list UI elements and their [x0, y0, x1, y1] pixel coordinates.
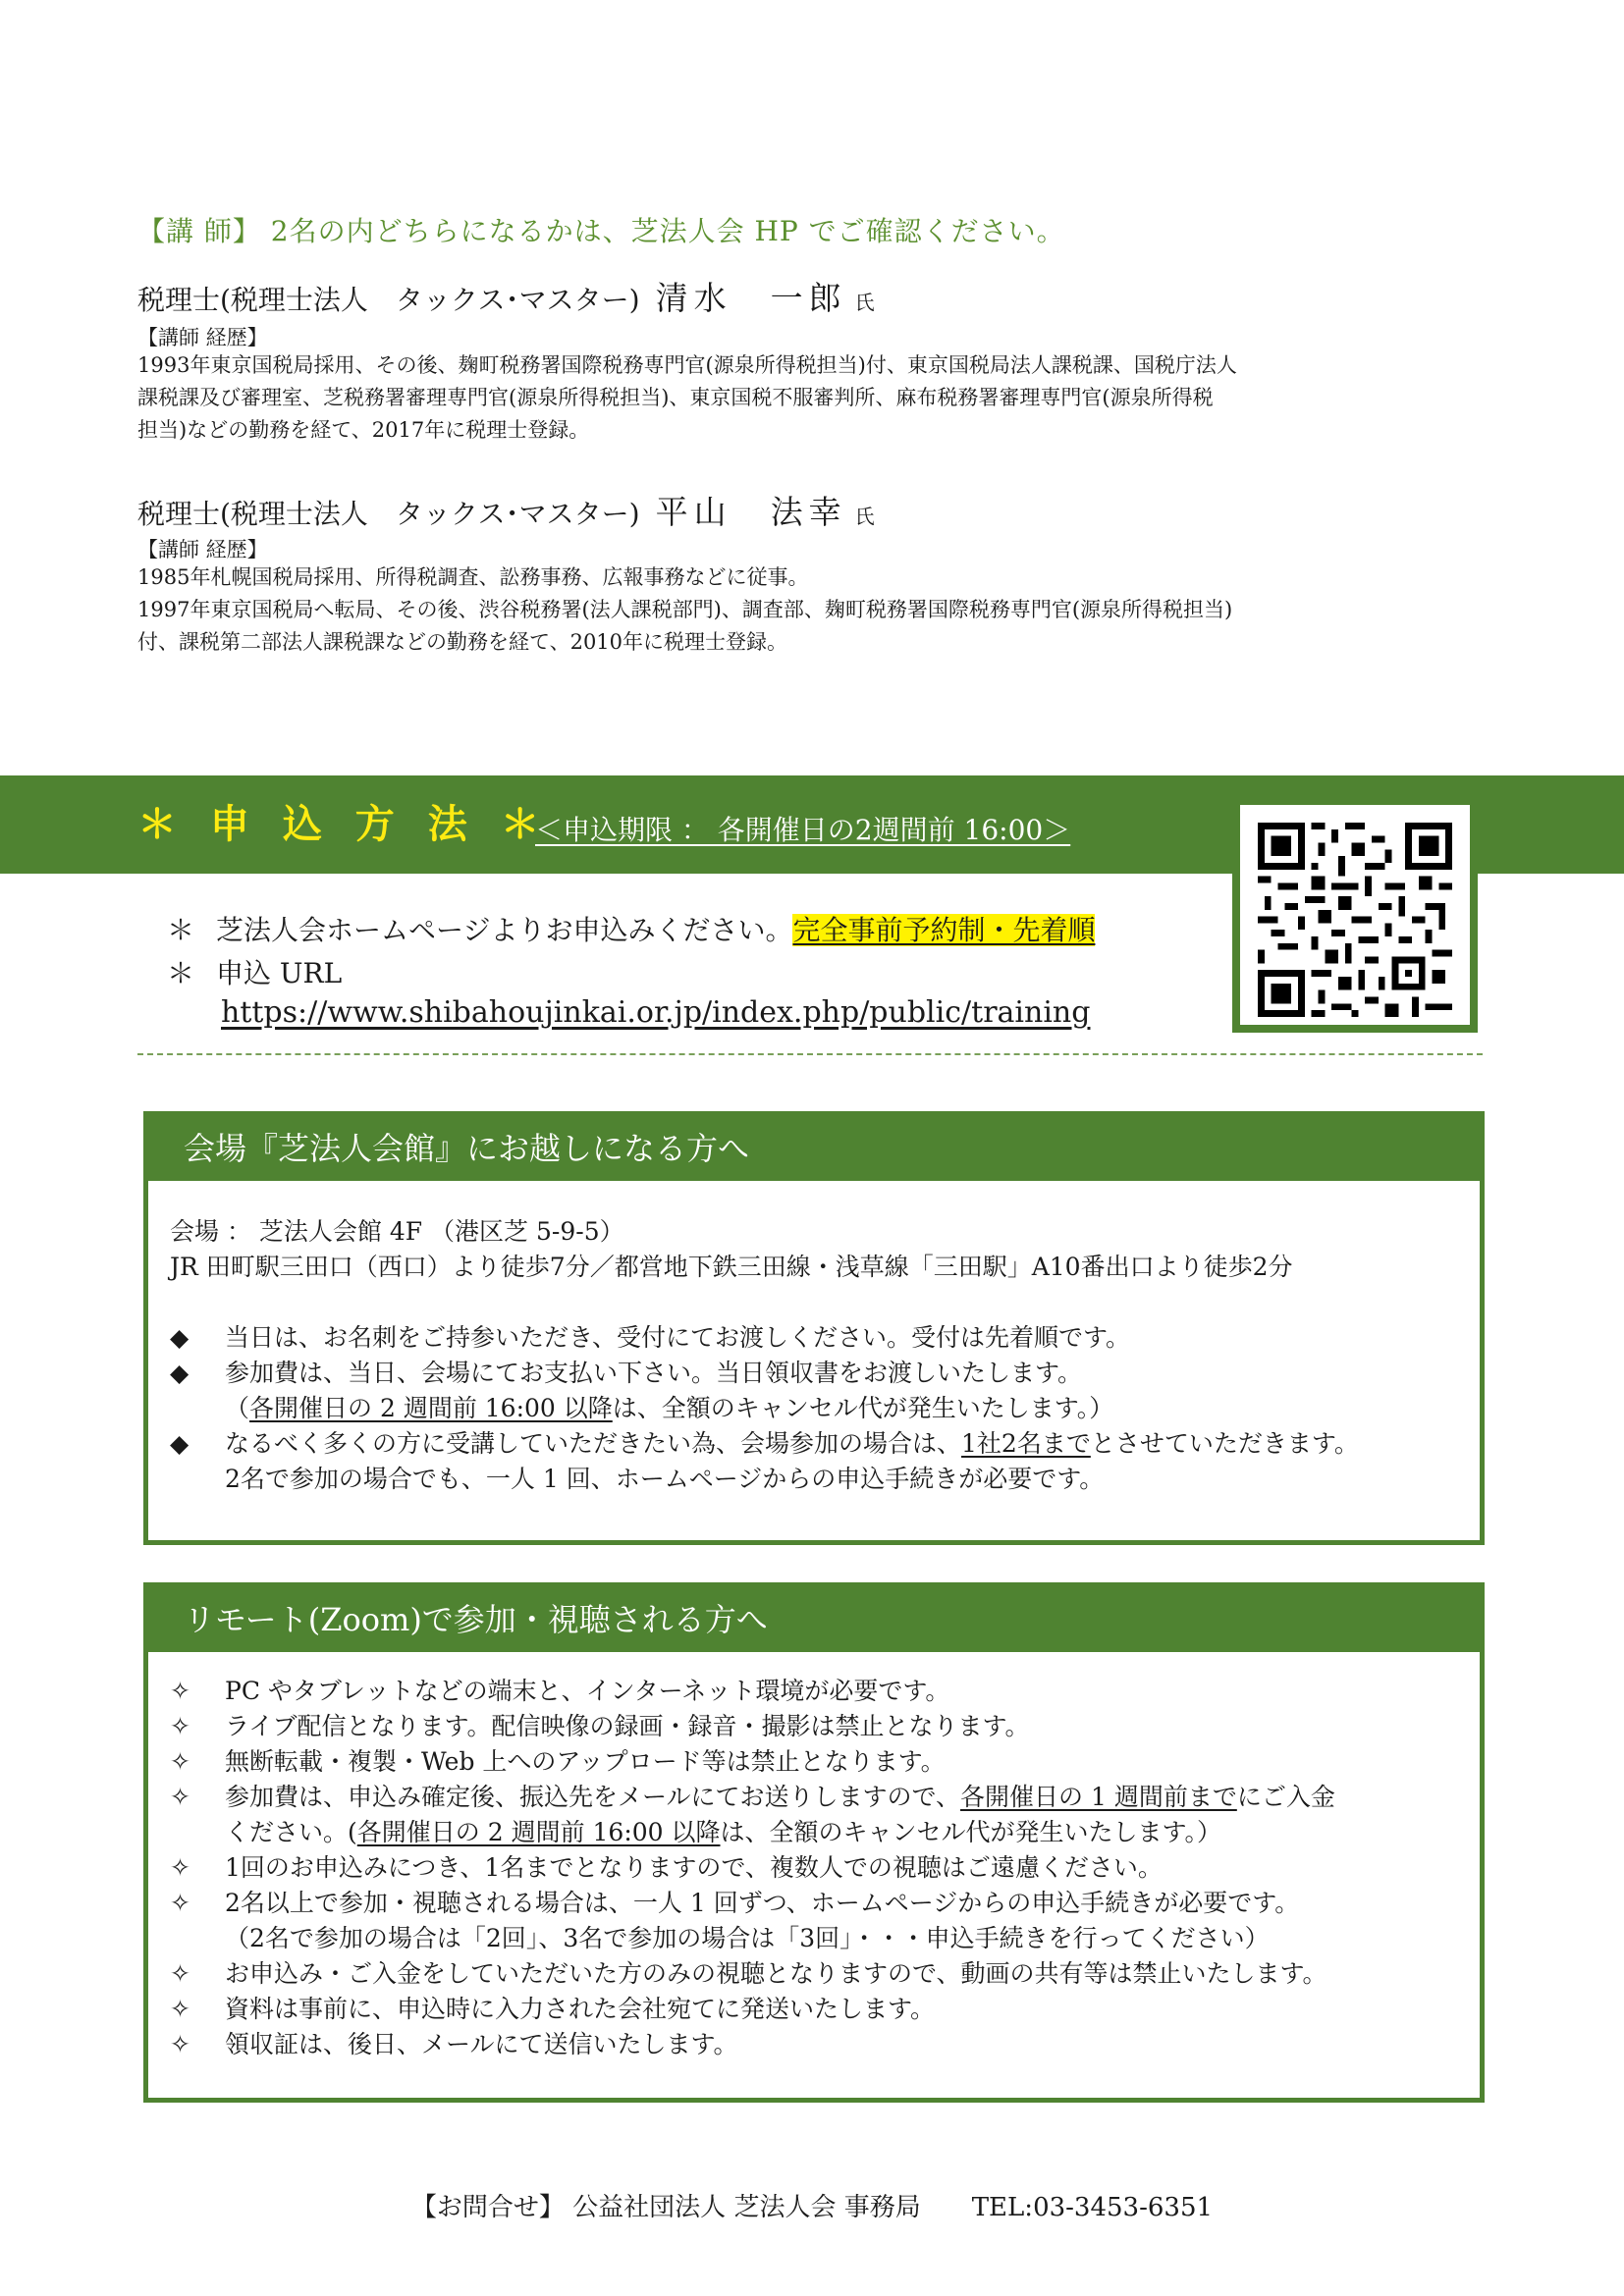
contact-info: 【お問合せ】 公益社団法人 芝法人会 事務局 TEL:03-3453-6351: [410, 2193, 1214, 2222]
apply-url-link[interactable]: https://www.shibahoujinkai.or.jp/index.php/public/training: [221, 995, 1091, 1030]
remote-item-text: にご入金: [1236, 1783, 1335, 1811]
venue-item-text: 参加費は、当日、会場にてお支払い下さい。当日領収書をお渡しいたします。: [225, 1359, 1083, 1387]
lecturer-1-career: [137, 349, 1453, 447]
sparkle-bullet-icon: ✧: [170, 2030, 190, 2058]
sparkle-bullet-icon: ✧: [170, 1747, 190, 1776]
cancel-note: は、全額のキャンセル代が発生いたします。）: [612, 1394, 1114, 1422]
lecturer-1-name-line: [137, 273, 875, 319]
list-item: [170, 1744, 1470, 1780]
list-item: [170, 1850, 1470, 1886]
remote-item-text: 参加費は、申込み確定後、振込先をメールにてお送りしますので、: [225, 1783, 961, 1811]
cancel-deadline: 各開催日の 2 週間前 16:00 以降: [249, 1394, 613, 1422]
venue-address: 会場 ： 芝法人会館 4F （港区芝 5-9-5）: [170, 1217, 624, 1246]
sparkle-bullet-icon: ✧: [170, 1783, 190, 1811]
list-item-continuation: [170, 1391, 1470, 1426]
lecturer-2-title: 税理士(税理士法人 タックス･マスター): [137, 498, 640, 530]
lecturer-2-career-line: 付、課税第二部法人課税課などの勤務を経て、2010年に税理士登録。: [137, 630, 788, 654]
remote-item-text: お申込み・ご入金をしていただいた方のみの視聴となりますので、動画の共有等は禁止いたします。: [225, 1959, 1327, 1988]
sparkle-bullet-icon: ✧: [170, 1677, 190, 1705]
apply-line-1: [167, 909, 1095, 948]
list-item: [170, 1956, 1470, 1992]
list-item-continuation: [170, 1815, 1470, 1850]
apply-title: ＊ 申 込 方 法 ＊: [137, 802, 550, 847]
apply-deadline: ＜申込期限 ： 各開催日の2週間前 16:00＞: [535, 814, 1071, 846]
list-item: [170, 1886, 1470, 1921]
apply-line-2: [167, 952, 342, 991]
lecturer-2-career: [137, 561, 1453, 659]
diamond-bullet-icon: ◆: [170, 1359, 189, 1387]
sparkle-bullet-icon: ✧: [170, 1995, 190, 2023]
list-item: [170, 1674, 1470, 1709]
list-item: [170, 1709, 1470, 1744]
sparkle-bullet-icon: ✧: [170, 1959, 190, 1988]
diamond-bullet-icon: ◆: [170, 1429, 189, 1458]
lecturer-2-suffix: 氏: [854, 505, 875, 528]
asterisk-icon: ＊: [167, 957, 195, 989]
lecturer-2-career-line: 1985年札幌国税局採用、所得税調査、訟務事務、広報事務などに従事。: [137, 565, 809, 589]
remote-item-text: は、全額のキャンセル代が発生いたします。）: [720, 1818, 1222, 1846]
remote-panel-header: リモート(Zoom)で参加・視聴される方へ: [148, 1587, 1480, 1652]
list-item: [170, 1426, 1470, 1462]
lecturer-1-career-line: 1993年東京国税局採用、その後、麹町税務署国際税務専門官(源泉所得税担当)付、東京国税局法人課税課、国税庁法人: [137, 353, 1237, 377]
spacer: [170, 1285, 1470, 1320]
venue-panel-body: [170, 1214, 1470, 1497]
remote-item-text: PC やタブレットなどの端末と、インターネット環境が必要です。: [225, 1677, 950, 1705]
lecturer-heading: 【講 師】 2名の内どちらになるかは、芝法人会 HP でご確認ください。: [137, 215, 1065, 247]
apply-line-2-text: 申込 URL: [216, 957, 343, 989]
venue-item-text: とさせていただきます。: [1090, 1429, 1359, 1458]
lecturer-2-name: 平山 法幸: [655, 493, 847, 531]
paren-open: （: [225, 1394, 250, 1422]
reservation-note: 完全事前予約制・先着順: [792, 914, 1096, 946]
lecturer-1-career-line: 課税課及び審理室、芝税務署審理専門官(源泉所得税担当)、東京国税不服審判所、麻布税務署審理専門官(源泉所得税: [137, 386, 1214, 409]
remote-item-text: 2名以上で参加・視聴される場合は、一人 1 回ずつ、ホームページからの申込手続きが必要です。: [225, 1889, 1300, 1917]
venue-access: JR 田町駅三田口（西口）より徒歩7分／都営地下鉄三田線・浅草線「三田駅」A10番出口より徒歩2分: [170, 1253, 1293, 1281]
list-item: [170, 2027, 1470, 2062]
remote-item-text: 無断転載・複製・Web 上へのアップロード等は禁止となります。: [225, 1747, 946, 1776]
lecturer-2-name-line: [137, 487, 875, 533]
remote-panel: [143, 1582, 1485, 2103]
lecturer-1-career-line: 担当)などの勤務を経て、2017年に税理士登録。: [137, 418, 590, 442]
sparkle-bullet-icon: ✧: [170, 1889, 190, 1917]
apply-line-1-text: 芝法人会ホームページよりお申込みください。: [216, 914, 793, 946]
remote-item-text: 1回のお申込みにつき、1名までとなりますので、複数人での視聴はご遠慮ください。: [225, 1853, 1163, 1882]
venue-item-text: 当日は、お名刺をご持参いただき、受付にてお渡しください。受付は先着順です。: [225, 1323, 1131, 1352]
list-item: [170, 1780, 1470, 1815]
lecturer-1-title: 税理士(税理士法人 タックス･マスター): [137, 284, 640, 316]
asterisk-icon: ＊: [167, 914, 195, 946]
qr-code-icon[interactable]: [1258, 823, 1452, 1017]
remote-item-text: （2名で参加の場合は「2回」、3名で参加の場合は「3回」・・・申込手続きを行ってください）: [225, 1924, 1270, 1952]
list-item-continuation: [170, 1921, 1470, 1956]
payment-deadline: 各開催日の 1 週間前まで: [960, 1783, 1237, 1811]
lecturer-1-name: 清水 一郎: [655, 279, 847, 317]
list-item: [170, 1320, 1470, 1356]
sparkle-bullet-icon: ✧: [170, 1712, 190, 1740]
venue-panel: [143, 1111, 1485, 1545]
venue-item-text: 2名で参加の場合でも、一人 1 回、ホームページからの申込手続きが必要です。: [225, 1465, 1105, 1493]
remote-item-text: ライブ配信となります。配信映像の録画・録音・撮影は禁止となります。: [225, 1712, 1030, 1740]
venue-item-text: なるべく多くの方に受講していただきたい為、会場参加の場合は、: [225, 1429, 962, 1458]
lecturer-2-career-label: 【講師 経歴】: [137, 538, 268, 561]
dashed-divider: [137, 1053, 1483, 1055]
qr-code-frame[interactable]: [1232, 797, 1478, 1033]
lecturer-1-career-label: 【講師 経歴】: [137, 326, 268, 349]
cancel-deadline: 各開催日の 2 週間前 16:00 以降: [356, 1818, 721, 1846]
venue-panel-header: 会場『芝法人会館』にお越しになる方へ: [148, 1116, 1480, 1181]
list-item: [170, 1992, 1470, 2027]
capacity-limit: 1社2名まで: [961, 1429, 1091, 1458]
remote-panel-body: [170, 1674, 1470, 2062]
list-item: [170, 1356, 1470, 1391]
list-item-continuation: [170, 1462, 1470, 1497]
lecturer-1-suffix: 氏: [854, 291, 875, 314]
remote-item-text: 領収証は、後日、メールにて送信いたします。: [225, 2030, 738, 2058]
lecturer-2-career-line: 1997年東京国税局へ転局、その後、渋谷税務署(法人課税部門)、調査部、麹町税務署国際税務専門官(源泉所得税担当): [137, 598, 1233, 621]
diamond-bullet-icon: ◆: [170, 1323, 189, 1352]
sparkle-bullet-icon: ✧: [170, 1853, 190, 1882]
remote-item-text: 資料は事前に、申込時に入力された会社宛てに発送いたします。: [225, 1995, 936, 2023]
remote-item-text: ください。(: [225, 1818, 357, 1846]
